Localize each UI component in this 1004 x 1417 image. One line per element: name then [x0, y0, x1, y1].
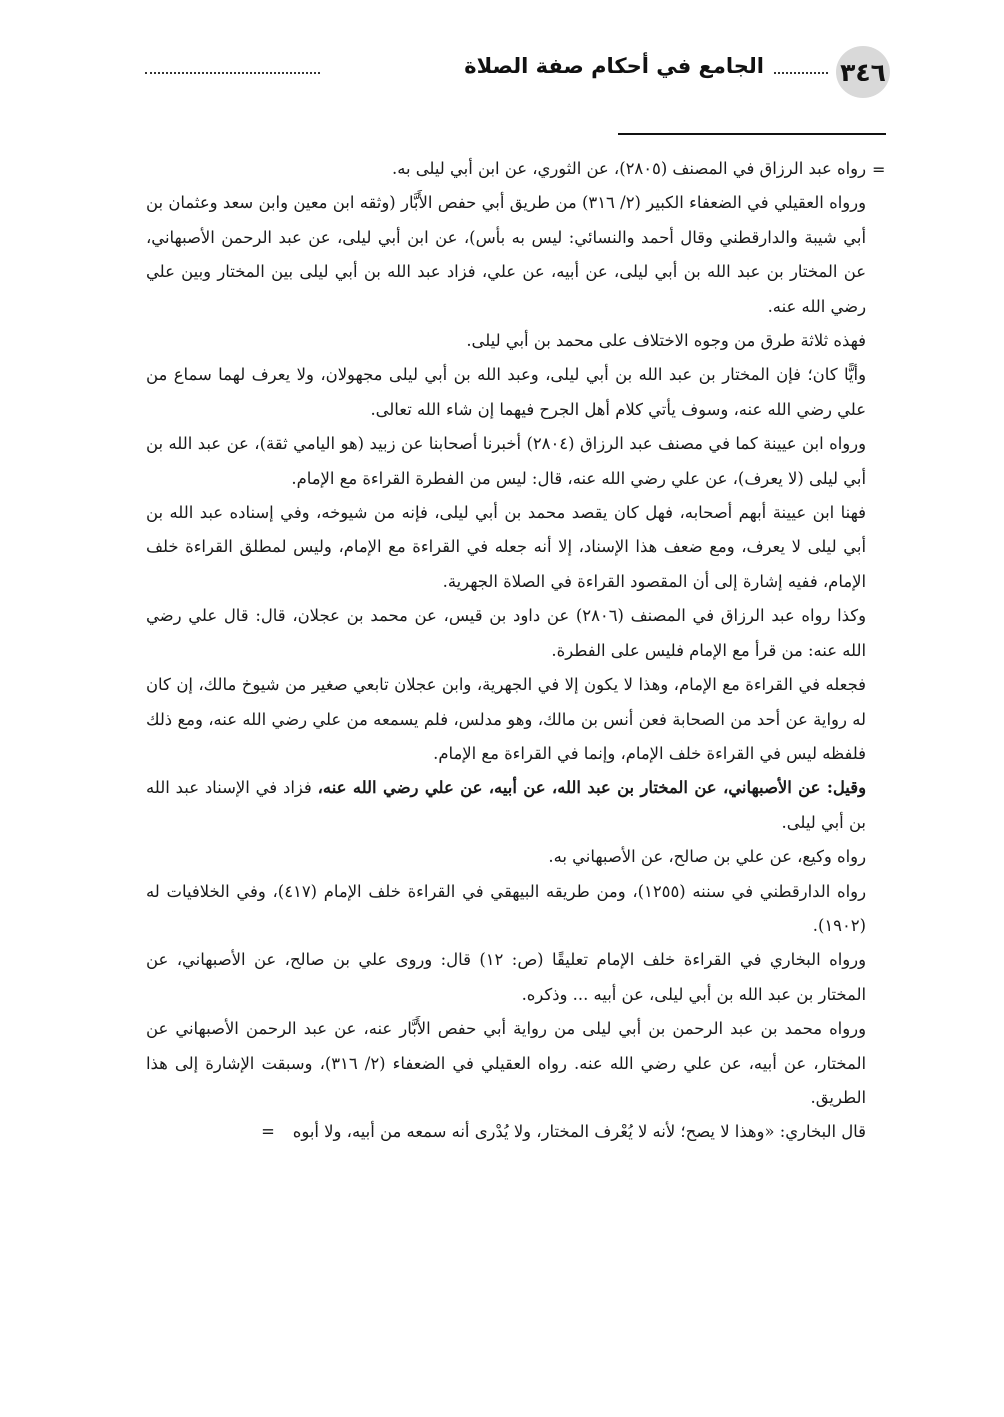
bold-lead: وقيل: عن الأصبهاني، عن المختار بن عبد الله، عن أبيه، عن علي رضي الله عنه، [317, 778, 866, 798]
paragraph: فجعله في القراءة مع الإمام، وهذا لا يكون إلا في الجهرية، وابن عجلان تابعي صغير من شيوخ مالك، إن كان له رواية عن أحد من الصحابة فعن أنس بن مالك، وهو مدلس، فلم يسمعه من علي رضي الله عنه، ومع ذلك فلفظه ليس في القراءة خلف الإمام، وإنما في القراءة مع الإمام. [146, 675, 866, 763]
paragraph-rest: فزاد في الإسناد عبد الله بن أبي ليلى. [146, 778, 866, 832]
paragraph: رواه الدارقطني في سننه (١٢٥٥)، ومن طريقه البيهقي في القراءة خلف الإمام (٤١٧)، وفي الخلافيات له (١٩٠٢). [146, 881, 866, 935]
paragraph-text: قال البخاري: «وهذا لا يصح؛ لأنه لا يُعْرف المختار، ولا يُدْرى أنه سمعه من أبيه، ولا أبوه [292, 1122, 866, 1142]
footnote-separator [618, 133, 886, 135]
continuation-mark: = [872, 160, 886, 179]
paragraph: ورواه محمد بن عبد الرحمن بن أبي ليلى من رواية أبي حفص الأَبَّار عنه، عن عبد الرحمن الأصبهاني عن المختار، عن أبيه، عن علي رضي الله عنه. رواه العقيلي في الضعفاء (٢/ ٣١٦)، وسبقت الإشارة إلى هذا الطريق. [146, 1019, 866, 1107]
paragraph: رواه عبد الرزاق في المصنف (٢٨٠٥)، عن الثوري، عن ابن أبي ليلى به. [391, 159, 866, 178]
paragraph: رواه وكيع، عن علي بن صالح، عن الأصبهاني به. [548, 847, 866, 867]
paragraph: ورواه البخاري في القراءة خلف الإمام تعليقًا (ص: ١٢) قال: وروى علي بن صالح، عن الأصبهاني، عن المختار بن عبد الله بن أبي ليلى، عن أبيه ... وذكره. [146, 950, 866, 1004]
paragraph: ورواه ابن عيينة كما في مصنف عبد الرزاق (٢٨٠٤) أخبرنا أصحابنا عن زبيد (هو اليامي ثقة)، عن عبد الله بن أبي ليلى (لا يعرف)، عن علي رضي الله عنه، قال: ليس من الفطرة القراءة مع الإمام. [146, 434, 866, 488]
book-title: الجامع في أحكام صفة الصلاة [464, 54, 764, 78]
paragraph: فهنا ابن عيينة أبهم أصحابه، فهل كان يقصد محمد بن أبي ليلى، فإنه من شيوخه، وفي إسناده عبد الله بن أبي ليلى لا يعرف، ومع ضعف هذا الإسناد، إلا أنه جعله في القراءة مع الإمام، وليس لمطلق القراءة خلف الإمام، ففيه إشارة إلى أن المقصود القراءة في الصلاة الجهرية. [146, 503, 866, 591]
continuation-end-mark: = [261, 1122, 275, 1142]
paragraph: وأيًّا كان؛ فإن المختار بن عبد الله بن أبي ليلى، وعبد الله بن أبي ليلى مجهولان، ولا يعرف لهما سماع من علي رضي الله عنه، وسوف يأتي كلام أهل الجرح فيهما إن شاء الله تعالى. [146, 365, 866, 419]
footnote-text [146, 152, 866, 1150]
paragraph: ورواه العقيلي في الضعفاء الكبير (٢/ ٣١٦) من طريق أبي حفص الأَبَّار (وثقه ابن معين وابن سعد وعثمان بن أبي شيبة والدارقطني وقال أحمد والنسائي: ليس به بأس)، عن ابن أبي ليلى، عن عبد الرحمن الأصبهاني، عن المختار بن عبد الله بن أبي ليلى، عن أبيه، عن علي، فزاد عبد الله بن أبي ليلى بين المختار وبين علي رضي الله عنه. [146, 193, 866, 316]
header-dotted-leader-left [145, 72, 320, 74]
page-number: ٣٤٦ [836, 46, 890, 98]
last-paragraph [146, 1115, 866, 1149]
paragraph-with-bold [146, 771, 866, 840]
paragraph: وكذا رواه عبد الرزاق في المصنف (٢٨٠٦) عن داود بن قيس، عن محمد بن عجلان، قال: قال علي رضي الله عنه: من قرأ مع الإمام فليس على الفطرة. [146, 606, 866, 660]
paragraph: فهذه ثلاثة طرق من وجوه الاختلاف على محمد بن أبي ليلى. [466, 331, 866, 351]
header-dotted-leader-right [774, 72, 828, 74]
running-header [140, 46, 890, 98]
